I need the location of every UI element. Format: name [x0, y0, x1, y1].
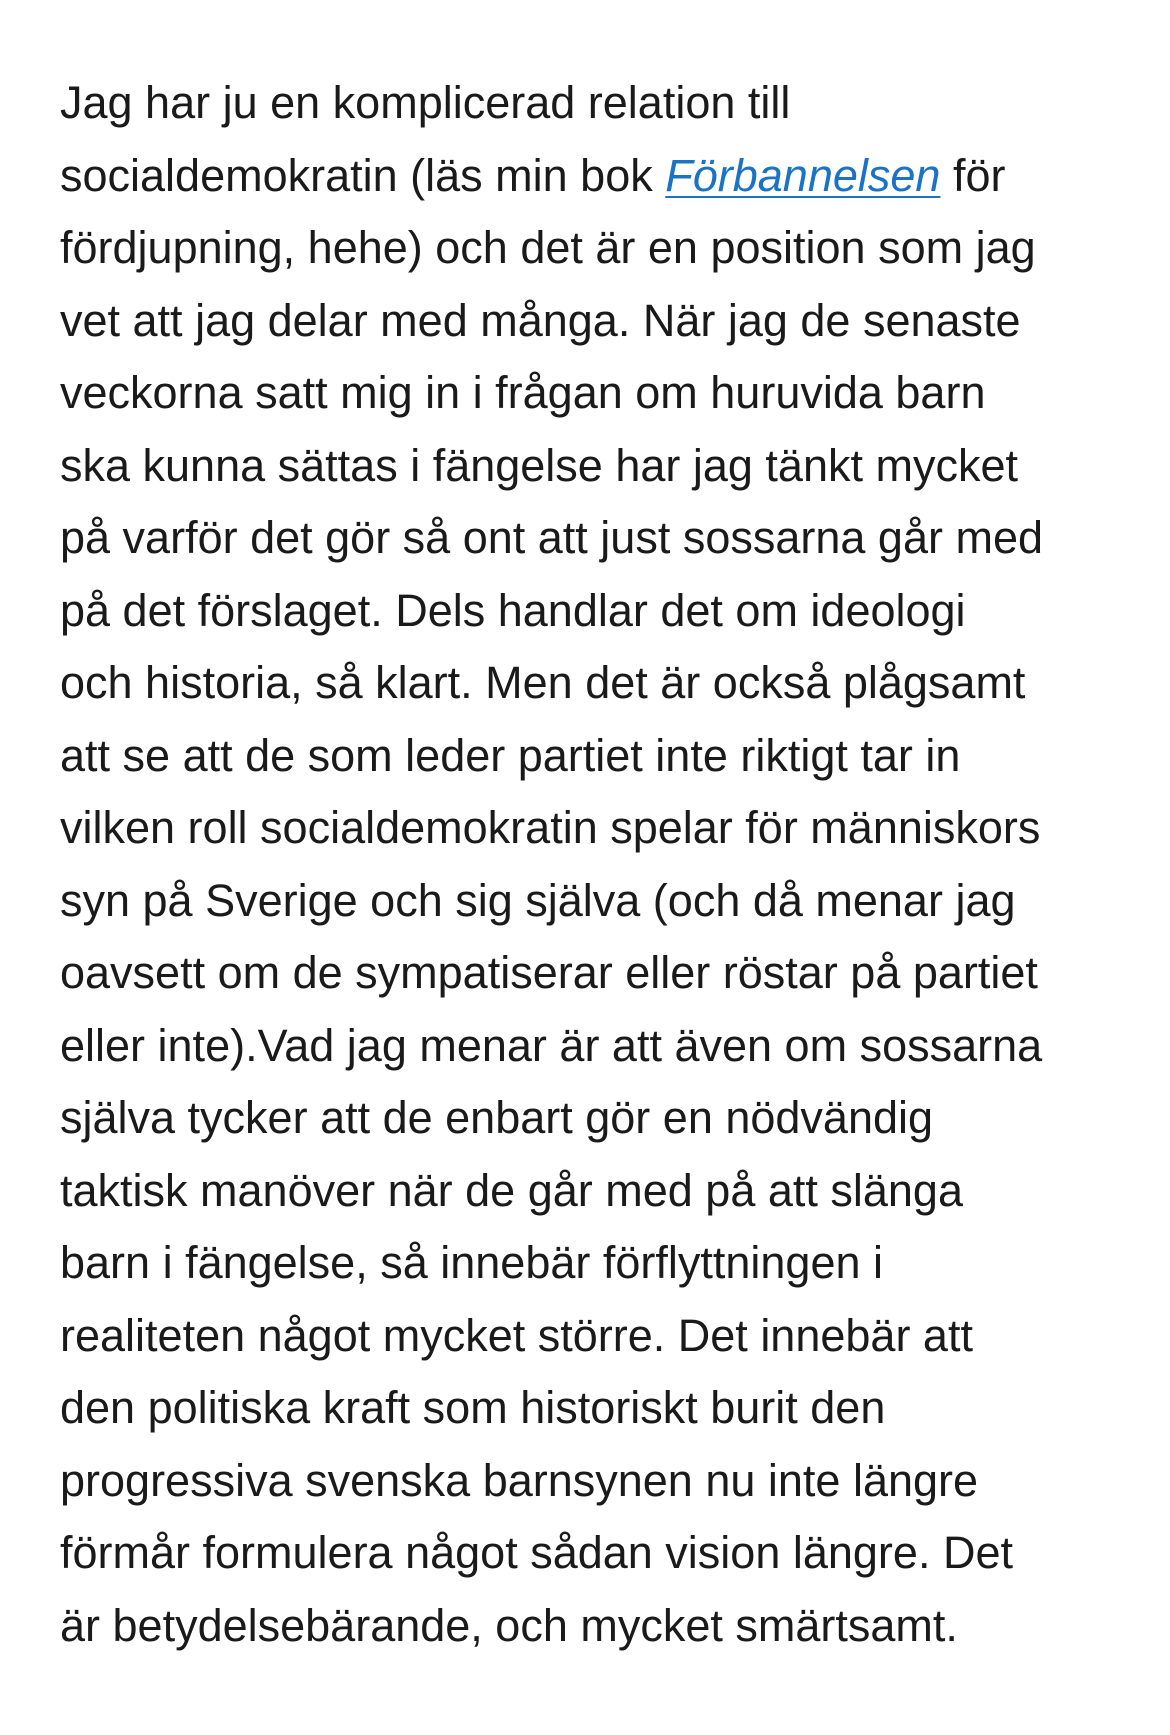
text-line: att se att de som leder partiet inte riktigt tar in: [60, 729, 961, 781]
text-line: den politiska kraft som historiskt burit den: [60, 1382, 886, 1433]
text-line: och historia, så klart. Men det är också plågsamt: [60, 657, 1026, 708]
text-line: eller inte).Vad jag menar är att även om sossarna: [60, 1019, 1043, 1071]
text-line: [60, 140, 1120, 213]
article-body: [60, 67, 1120, 1662]
text-line: är betydelsebärande, och mycket smärtsamt.: [60, 1599, 958, 1651]
text-line: på varför det gör så ont att just sossarna går med: [60, 512, 1044, 563]
paragraph: [60, 67, 1120, 1662]
text-line: veckorna satt mig in i frågan om huruvida barn: [60, 367, 986, 418]
text-line: progressiva svenska barnsynen nu inte längre: [60, 1454, 979, 1506]
text-line: fördjupning, hehe) och det är en position som jag: [60, 222, 1036, 273]
book-link-forbannelsen[interactable]: Förbannelsen: [665, 149, 941, 201]
text-line: själva tycker att de enbart gör en nödvändig: [60, 1092, 934, 1143]
text-line: på det förslaget. Dels handlar det om ideologi: [60, 584, 966, 636]
text-line: ska kunna sättas i fängelse har jag tänkt mycket: [60, 439, 1019, 491]
text-line: syn på Sverige och sig själva (och då menar jag: [60, 874, 1016, 926]
text-line: barn i fängelse, så innebär förflyttningen i: [60, 1237, 884, 1288]
text-line: oavsett om de sympatiserar eller röstar på partiet: [60, 947, 1038, 998]
text-line: Jag har ju en komplicerad relation till: [60, 77, 791, 128]
text-line: taktisk manöver när de går med på att slänga: [60, 1164, 963, 1216]
text-segment: för: [940, 149, 1006, 201]
text-line: vet att jag delar med många. När jag de senaste: [60, 294, 1021, 346]
text-line: vilken roll socialdemokratin spelar för människors: [60, 802, 1041, 853]
text-line: förmår formulera något sådan vision längre. Det: [60, 1527, 1013, 1578]
text-line: realiteten något mycket större. Det innebär att: [60, 1309, 973, 1361]
text-segment: socialdemokratin (läs min bok: [60, 149, 666, 201]
